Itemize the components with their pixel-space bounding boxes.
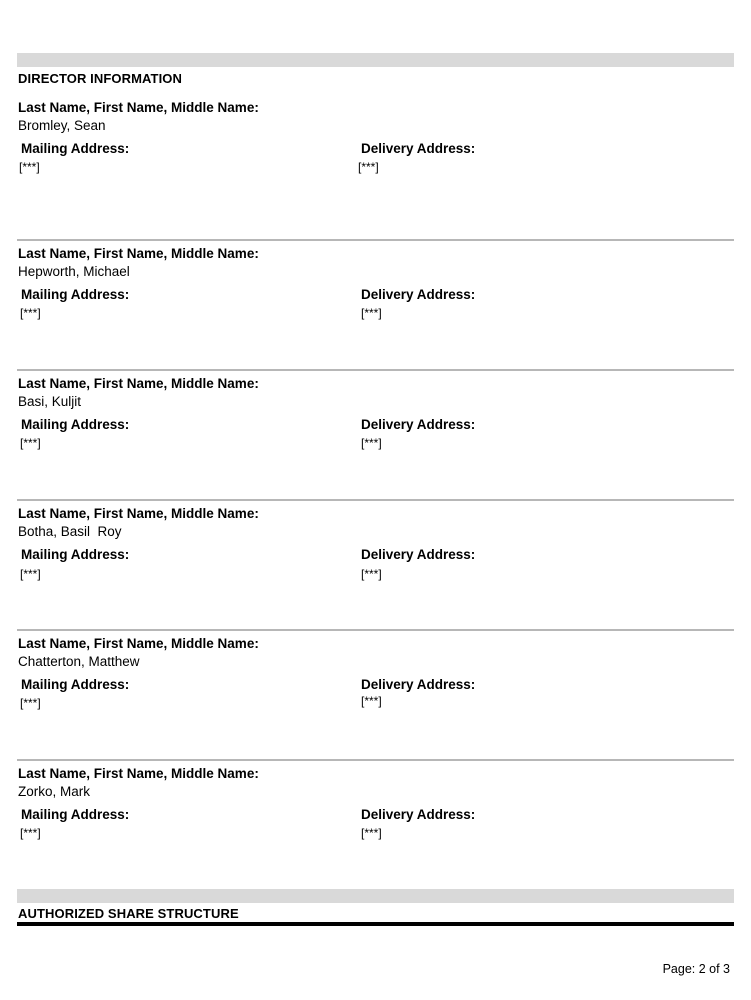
director-name: Chatterton, Matthew: [18, 654, 140, 669]
mailing-address-value: [***]: [20, 567, 41, 581]
divider: [17, 369, 734, 371]
delivery-address-label: Delivery Address:: [361, 287, 476, 302]
delivery-address-value: [***]: [361, 694, 382, 708]
director-name: Bromley, Sean: [18, 118, 106, 133]
mailing-address-label: Mailing Address:: [21, 677, 130, 692]
director-name: Botha, Basil Roy: [18, 524, 122, 539]
mailing-address-label: Mailing Address:: [21, 141, 130, 156]
director-entry: [0, 100, 751, 220]
delivery-address-label: Delivery Address:: [361, 417, 476, 432]
director-entry: [0, 376, 751, 496]
delivery-address-label: Delivery Address:: [361, 141, 476, 156]
section-header-band: [17, 889, 734, 903]
name-label: Last Name, First Name, Middle Name:: [18, 376, 259, 391]
mailing-address-value: [***]: [20, 306, 41, 320]
mailing-address-label: Mailing Address:: [21, 547, 130, 562]
director-name: Zorko, Mark: [18, 784, 91, 799]
name-label: Last Name, First Name, Middle Name:: [18, 100, 259, 115]
name-label: Last Name, First Name, Middle Name:: [18, 636, 259, 651]
divider: [17, 239, 734, 241]
page-number: Page: 2 of 3: [662, 962, 730, 976]
mailing-address-value: [***]: [20, 826, 41, 840]
delivery-address-value: [***]: [361, 436, 382, 450]
divider: [17, 759, 734, 761]
mailing-address-value: [***]: [20, 436, 41, 450]
name-label: Last Name, First Name, Middle Name:: [18, 506, 259, 521]
director-name: Hepworth, Michael: [18, 264, 130, 279]
director-entry: [0, 246, 751, 366]
section-rule: [17, 922, 734, 926]
delivery-address-value: [***]: [361, 567, 382, 581]
name-label: Last Name, First Name, Middle Name:: [18, 766, 259, 781]
delivery-address-value: [***]: [361, 826, 382, 840]
mailing-address-label: Mailing Address:: [21, 287, 130, 302]
mailing-address-value: [***]: [19, 160, 40, 174]
director-entry: [0, 766, 751, 886]
mailing-address-label: Mailing Address:: [21, 417, 130, 432]
delivery-address-label: Delivery Address:: [361, 807, 476, 822]
delivery-address-value: [***]: [358, 160, 379, 174]
divider: [17, 629, 734, 631]
mailing-address-value: [***]: [20, 696, 41, 710]
divider: [17, 499, 734, 501]
mailing-address-label: Mailing Address:: [21, 807, 130, 822]
delivery-address-label: Delivery Address:: [361, 547, 476, 562]
director-entry: [0, 506, 751, 626]
delivery-address-label: Delivery Address:: [361, 677, 476, 692]
director-entry: [0, 636, 751, 756]
delivery-address-value: [***]: [361, 306, 382, 320]
share-section-title: AUTHORIZED SHARE STRUCTURE: [18, 906, 239, 921]
director-name: Basi, Kuljit: [18, 394, 82, 409]
section-header-band: [17, 53, 734, 67]
director-section-title: DIRECTOR INFORMATION: [18, 71, 183, 86]
name-label: Last Name, First Name, Middle Name:: [18, 246, 259, 261]
